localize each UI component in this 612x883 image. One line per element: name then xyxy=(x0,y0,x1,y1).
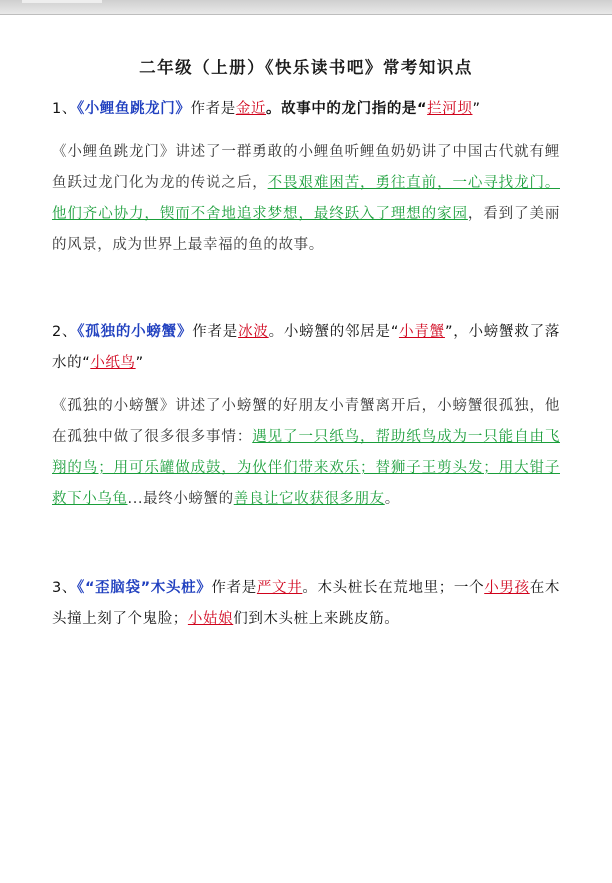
section-1-text-a: 作者是 xyxy=(190,101,236,117)
section-3-text-c: 在木头撞上刻了个鬼脸； xyxy=(52,580,560,627)
section-1-summary-highlight: 不畏艰难困苦，勇往直前，一心寻找龙门。他们齐心协力，锲而不舍地追求梦想，最终跃入了理想的家园 xyxy=(52,175,560,222)
section-1-heading xyxy=(52,94,560,125)
section-1-number: 1、 xyxy=(52,101,77,117)
section-1-text-b: 。故事中的龙门指的是“ xyxy=(266,101,428,117)
section-1-book-title: 《小鲤鱼跳龙门》 xyxy=(76,101,191,117)
section-2-text-c: ”，小螃蟹救了落水的“ xyxy=(52,324,560,371)
spacer xyxy=(52,261,560,317)
section-2-summary-highlight-2: 善良让它收获很多朋友 xyxy=(233,491,385,507)
section-3-author: 严文井 xyxy=(256,580,303,596)
section-2-author: 冰波 xyxy=(238,324,269,340)
section-2-text-b: 。小螃蟹的邻居是“ xyxy=(268,324,399,340)
section-3-book-title: 《“歪脑袋”木头桩》 xyxy=(77,580,212,596)
section-3-text-b: 。木头桩长在荒地里；一个 xyxy=(302,580,485,596)
section-1-text-c: ” xyxy=(472,101,481,117)
section-1-dragon-gate: 拦河坝 xyxy=(427,101,473,117)
section-3-text-d: 们到木头桩上来跳皮筋。 xyxy=(233,611,400,627)
section-1-author: 金近 xyxy=(235,101,267,117)
page-title: 二年级（上册）《快乐读书吧》常考知识点 xyxy=(139,58,473,77)
section-2-neighbor: 小青蟹 xyxy=(398,324,445,340)
spacer xyxy=(52,515,560,573)
section-2-summary-highlight: 遇见了一只纸鸟，帮助纸鸟成为一只能自由飞翔的鸟；用可乐罐做成鼓，为伙伴们带来欢乐；替狮子王剪头发；用大钳子救下小乌龟 xyxy=(52,429,560,507)
section-3-boy: 小男孩 xyxy=(484,580,530,596)
window-top-bar xyxy=(0,0,612,15)
section-2-heading xyxy=(52,317,560,379)
section-2-number: 2、 xyxy=(52,324,78,340)
section-3-girl: 小姑娘 xyxy=(187,611,234,627)
section-2-book-title: 《孤独的小螃蟹》 xyxy=(77,324,193,340)
document-page xyxy=(52,56,560,635)
section-2-summary-c: 。 xyxy=(384,491,400,507)
section-2-saved: 小纸鸟 xyxy=(90,355,136,371)
section-2-summary-b: ...最终小螃蟹的 xyxy=(127,491,234,507)
section-2-summary-a: 《孤独的小螃蟹》讲述了小螃蟹的好朋友小青蟹离开后，小螃蟹很孤独，他在孤独中做了很多很多事情： xyxy=(52,398,560,445)
tab-strip xyxy=(22,0,102,3)
section-2-text-a: 作者是 xyxy=(192,324,239,340)
section-1-summary-a: 《小鲤鱼跳龙门》讲述了一群勇敢的小鲤鱼听鲤鱼奶奶讲了中国古代就有鲤鱼跃过龙门化为龙的传说之后， xyxy=(52,144,560,191)
section-1-summary-b: ，看到了美丽的风景，成为世界上最幸福的鱼的故事。 xyxy=(52,206,560,253)
section-1-summary xyxy=(52,137,560,261)
section-3-number: 3、 xyxy=(52,580,78,596)
section-2-summary xyxy=(52,391,560,515)
section-3-text-a: 作者是 xyxy=(211,580,257,596)
section-2-text-d: ” xyxy=(135,355,144,371)
section-3-heading xyxy=(52,573,560,635)
